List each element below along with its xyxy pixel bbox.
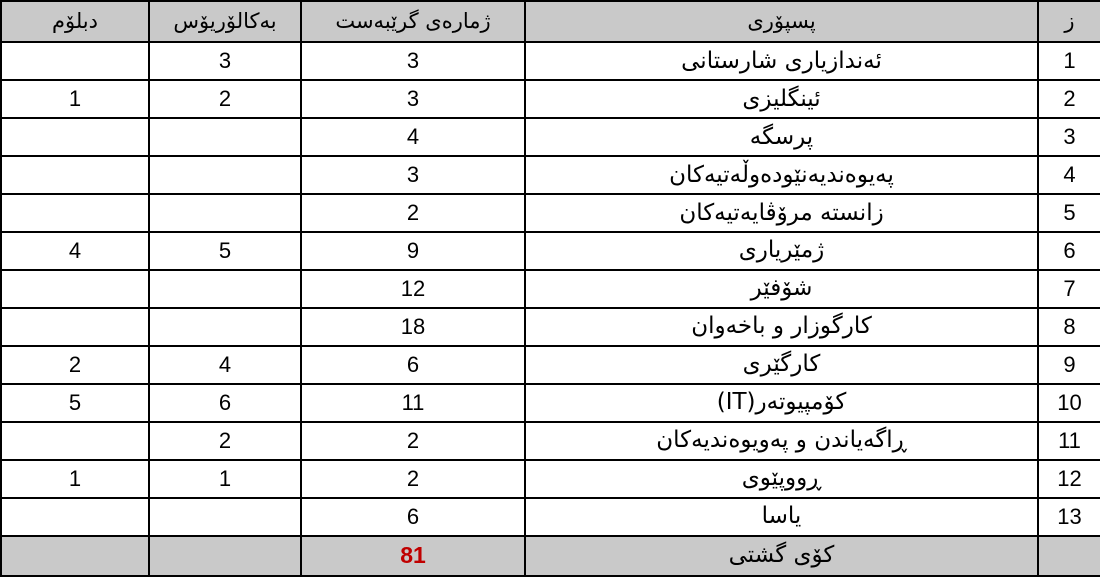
bachelor-cell: 5: [149, 232, 301, 270]
applicants-cell: 6: [301, 498, 525, 536]
row-number-cell: 3: [1038, 118, 1100, 156]
row-number-cell: 5: [1038, 194, 1100, 232]
bachelor-cell: [149, 270, 301, 308]
specialty-cell: زانستە مرۆڤایەتیەکان: [525, 194, 1038, 232]
diploma-cell: 5: [1, 384, 149, 422]
row-number-cell: 9: [1038, 346, 1100, 384]
header-applicants: ژمارەی گرێبەست: [301, 1, 525, 42]
applicants-cell: 2: [301, 422, 525, 460]
diploma-cell: [1, 498, 149, 536]
specialty-cell: ڕووپێوی: [525, 460, 1038, 498]
diploma-cell: 2: [1, 346, 149, 384]
specialty-cell: ڕاگەیاندن و پەویوەندیەکان: [525, 422, 1038, 460]
specialty-cell: ژمێریاری: [525, 232, 1038, 270]
row-number-cell: 6: [1038, 232, 1100, 270]
bachelor-cell: [149, 498, 301, 536]
specialty-cell: کارگوزار و باخەوان: [525, 308, 1038, 346]
diploma-cell: 1: [1, 460, 149, 498]
applicants-cell: 9: [301, 232, 525, 270]
table-row: [1, 270, 1100, 308]
specialty-cell: پرسگە: [525, 118, 1038, 156]
row-number-cell: 7: [1038, 270, 1100, 308]
diploma-cell: [1, 156, 149, 194]
header-row: [1, 1, 1100, 42]
table-row: [1, 232, 1100, 270]
bachelor-cell: [149, 194, 301, 232]
applicants-cell: 11: [301, 384, 525, 422]
bachelor-cell: 2: [149, 80, 301, 118]
diploma-cell: [1, 308, 149, 346]
row-number-cell: 8: [1038, 308, 1100, 346]
diploma-cell: [1, 422, 149, 460]
applicants-cell: 3: [301, 42, 525, 80]
bachelor-cell: [149, 156, 301, 194]
applicants-cell: 2: [301, 194, 525, 232]
table-row: [1, 194, 1100, 232]
total-value-cell: [301, 536, 525, 576]
row-number-cell: 13: [1038, 498, 1100, 536]
applicants-cell: 6: [301, 346, 525, 384]
table-row: [1, 384, 1100, 422]
specialty-cell: ئینگلیزی: [525, 80, 1038, 118]
total-empty-cell: [149, 536, 301, 576]
table-row: [1, 422, 1100, 460]
diploma-cell: [1, 42, 149, 80]
applicants-cell: 4: [301, 118, 525, 156]
specialty-cell: شۆفێر: [525, 270, 1038, 308]
specialty-cell: کارگێری: [525, 346, 1038, 384]
header-diploma: دبلۆم: [1, 1, 149, 42]
row-number-cell: 12: [1038, 460, 1100, 498]
row-number-cell: 1: [1038, 42, 1100, 80]
total-empty-cell: [1, 536, 149, 576]
diploma-cell: 1: [1, 80, 149, 118]
row-number-cell: 11: [1038, 422, 1100, 460]
bachelor-cell: 6: [149, 384, 301, 422]
table-row: [1, 156, 1100, 194]
bachelor-cell: 4: [149, 346, 301, 384]
diploma-cell: [1, 118, 149, 156]
row-number-cell: 2: [1038, 80, 1100, 118]
row-number-cell: 4: [1038, 156, 1100, 194]
specialty-cell: یاسا: [525, 498, 1038, 536]
table-row: [1, 346, 1100, 384]
diploma-cell: 4: [1, 232, 149, 270]
table-row: [1, 308, 1100, 346]
table-row: [1, 498, 1100, 536]
diploma-cell: [1, 270, 149, 308]
applicants-cell: 3: [301, 80, 525, 118]
bachelor-cell: 3: [149, 42, 301, 80]
total-empty-cell: [1038, 536, 1100, 576]
row-number-cell: 10: [1038, 384, 1100, 422]
header-specialty: پسپۆری: [525, 1, 1038, 42]
table-row: [1, 460, 1100, 498]
specialty-cell: پەیوەندیەنێودەوڵەتیەکان: [525, 156, 1038, 194]
bachelor-cell: 2: [149, 422, 301, 460]
total-label: کۆی گشتی: [525, 536, 1038, 576]
total-row: [1, 536, 1100, 576]
applicants-cell: 12: [301, 270, 525, 308]
applicants-cell: 18: [301, 308, 525, 346]
table-row: [1, 42, 1100, 80]
bachelor-cell: 1: [149, 460, 301, 498]
total-value: 81: [400, 541, 426, 568]
applicants-cell: 3: [301, 156, 525, 194]
applicants-cell: 2: [301, 460, 525, 498]
header-no: ز: [1038, 1, 1100, 42]
header-bachelor: بەکالۆریۆس: [149, 1, 301, 42]
specialty-cell: ئەندازیاری شارستانی: [525, 42, 1038, 80]
table-row: [1, 80, 1100, 118]
bachelor-cell: [149, 308, 301, 346]
table-row: [1, 118, 1100, 156]
specialty-cell: کۆمپیوتەر(IT): [525, 384, 1038, 422]
bachelor-cell: [149, 118, 301, 156]
diploma-cell: [1, 194, 149, 232]
